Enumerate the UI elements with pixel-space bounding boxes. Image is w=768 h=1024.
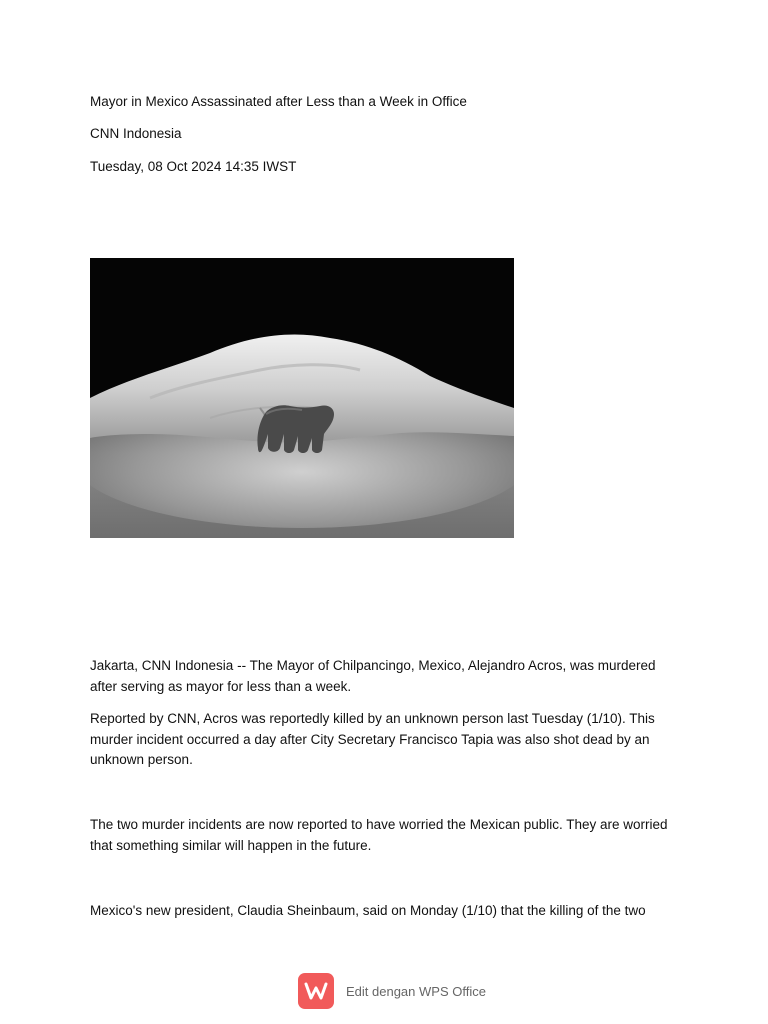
wps-edit-banner[interactable] <box>298 972 486 1010</box>
paragraph-3: The two murder incidents are now reported to have worried the Mexican public. They are worried that something similar will happen in the future. <box>90 817 668 853</box>
paragraph-4: Mexico's new president, Claudia Sheinbaum, said on Monday (1/10) that the killing of the two <box>90 903 646 918</box>
article-photo <box>90 258 514 538</box>
paragraph-2: Reported by CNN, Acros was reportedly killed by an unknown person last Tuesday (1/10). This murder incident occurred a day after City Secretary Francisco Tapia was also shot dead by an unknown person. <box>90 711 655 767</box>
article-title: Mayor in Mexico Assassinated after Less than a Week in Office <box>90 94 467 109</box>
paragraph-1: Jakarta, CNN Indonesia -- The Mayor of Chilpancingo, Mexico, Alejandro Acros, was murdered after serving as mayor for less than a week. <box>90 658 656 694</box>
article-source: CNN Indonesia <box>90 126 182 141</box>
wps-edit-label[interactable]: Edit dengan WPS Office <box>346 983 486 999</box>
wps-office-icon[interactable] <box>298 973 334 1009</box>
article-datetime: Tuesday, 08 Oct 2024 14:35 IWST <box>90 159 297 174</box>
